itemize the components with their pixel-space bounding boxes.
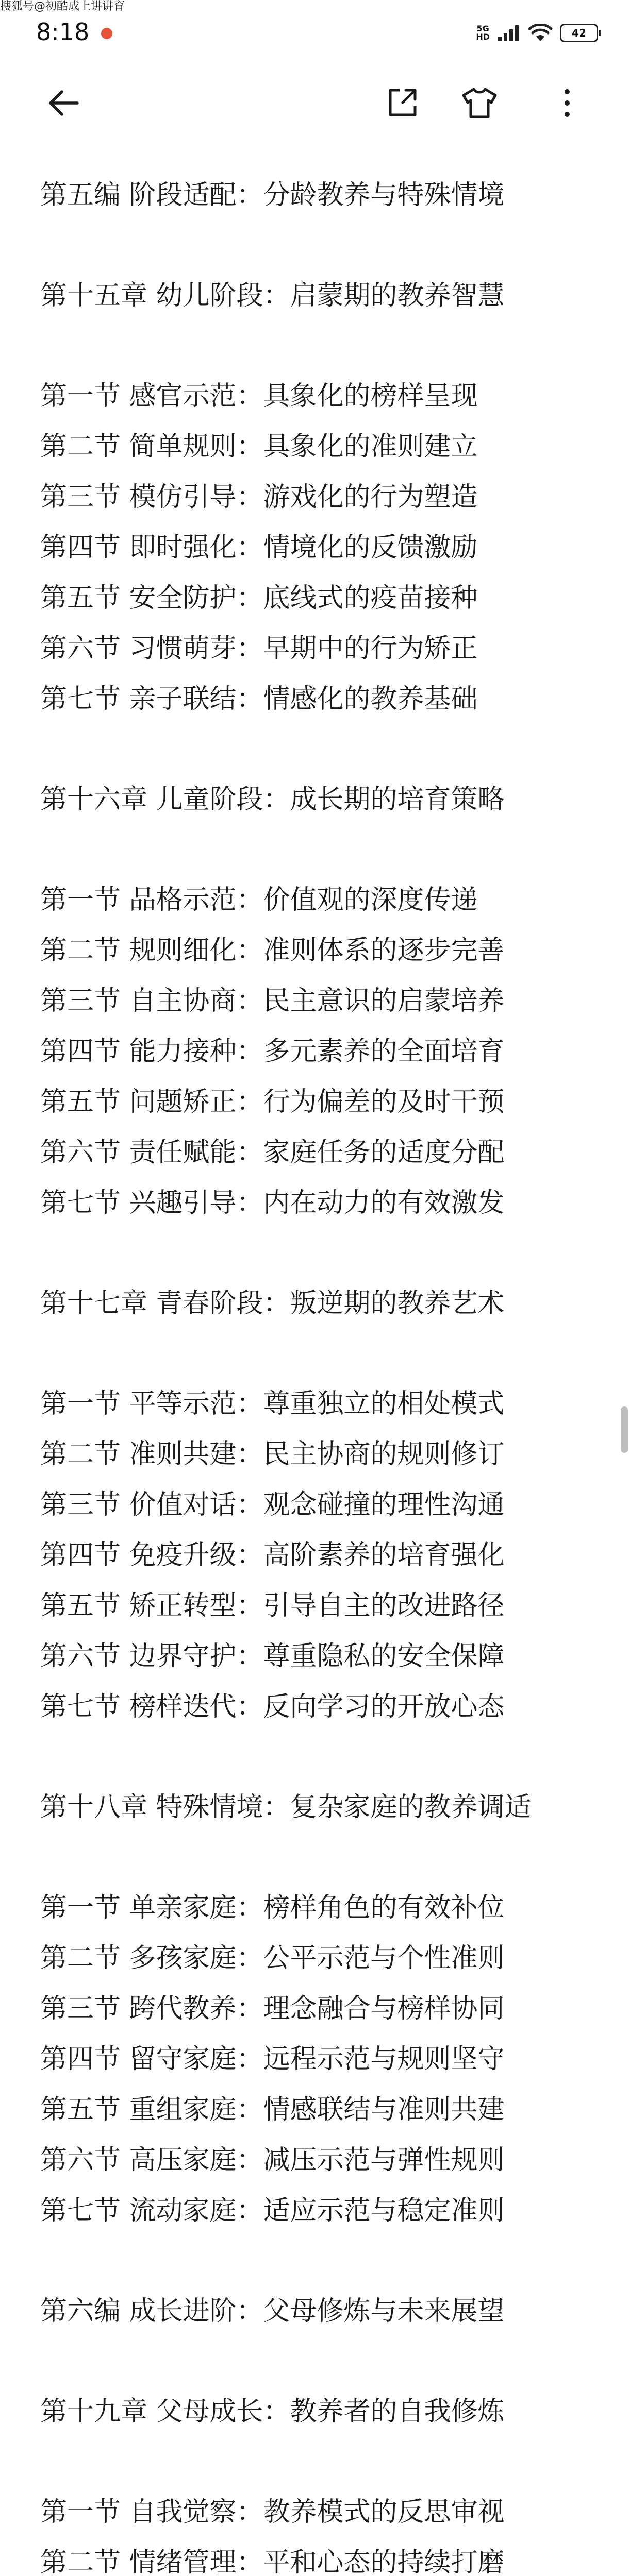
text-line: 第二节 简单规则：具象化的准则建立: [40, 431, 478, 462]
watermark-text: 搜狐号@初酷成上讲讲育: [0, 0, 125, 13]
blank-line: [40, 2336, 597, 2386]
blank-line: [40, 724, 597, 774]
text-line: 第十六章 儿童阶段：成长期的培育策略: [40, 784, 505, 815]
article-content: [40, 170, 597, 2576]
top-toolbar: [0, 62, 629, 144]
text-line: 第七节 兴趣引导：内在动力的有效激发: [40, 1188, 505, 1218]
text-line: 第二节 准则共建：民主协商的规则修订: [40, 1439, 505, 1470]
text-line: 第一节 品格示范：价值观的深度传递: [40, 885, 478, 916]
blank-line: [40, 2437, 597, 2487]
text-line: 第七节 流动家庭：适应示范与稳定准则: [40, 2195, 505, 2226]
text-line: 第五节 问题矫正：行为偏差的及时干预: [40, 1087, 505, 1117]
more-vertical-icon: [562, 87, 572, 120]
text-line: 第六编 成长进阶：父母修炼与未来展望: [40, 2296, 505, 2327]
text-line: 第四节 能力接种：多元素养的全面培育: [40, 1036, 505, 1067]
text-line: 第五节 矫正转型：引导自主的改进路径: [40, 1590, 505, 1621]
text-line: 第五编 阶段适配：分龄教养与特殊情境: [40, 180, 505, 211]
text-line: 第二节 规则细化：准则体系的逐步完善: [40, 935, 505, 966]
text-line: 第十九章 父母成长：教养者的自我修炼: [40, 2396, 505, 2427]
blank-line: [40, 321, 597, 371]
text-line: 第十八章 特殊情境：复杂家庭的教养调适: [40, 1792, 532, 1823]
more-button[interactable]: [541, 77, 593, 129]
text-line: 第五节 安全防护：底线式的疫苗接种: [40, 583, 478, 614]
text-line: 第六节 责任赋能：家庭任务的适度分配: [40, 1137, 505, 1168]
shirt-icon: [460, 85, 499, 121]
text-line: 第六节 高压家庭：减压示范与弹性规则: [40, 2145, 505, 2176]
share-icon: [384, 85, 420, 121]
text-line: 第四节 免疫升级：高阶素养的培育强化: [40, 1540, 505, 1571]
text-line: 第三节 价值对话：观念碰撞的理性沟通: [40, 1489, 505, 1520]
scrollbar-thumb[interactable]: [621, 1406, 628, 1453]
text-line: 第七节 亲子联结：情感化的教养基础: [40, 684, 478, 715]
battery-icon: [560, 24, 598, 42]
text-line: 第一节 自我觉察：教养模式的反思审视: [40, 2497, 505, 2528]
text-line: 第五节 重组家庭：情感联结与准则共建: [40, 2094, 505, 2125]
status-icons: [476, 21, 598, 45]
back-button[interactable]: [38, 77, 90, 129]
blank-line: [40, 2236, 597, 2286]
network-sub: HD: [476, 32, 490, 42]
text-line: 第十五章 幼儿阶段：启蒙期的教养智慧: [40, 280, 505, 311]
text-line: 第三节 自主协商：民主意识的启蒙培养: [40, 986, 505, 1016]
network-badge: [476, 25, 490, 41]
back-arrow-icon: [45, 84, 82, 122]
shirt-button[interactable]: [454, 77, 505, 129]
notification-dot-icon: [101, 28, 112, 39]
text-line: 第三节 跨代教养：理念融合与榜样协同: [40, 1993, 505, 2024]
network-type: 5G: [476, 24, 489, 33]
blank-line: [40, 1732, 597, 1782]
text-line: 第四节 留守家庭：远程示范与规则坚守: [40, 2044, 505, 2075]
text-line: 第三节 模仿引导：游戏化的行为塑造: [40, 482, 478, 513]
signal-icon: [497, 24, 521, 42]
share-button[interactable]: [376, 77, 428, 129]
text-line: 第二节 多孩家庭：公平示范与个性准则: [40, 1943, 505, 1974]
wifi-icon: [528, 24, 553, 42]
text-line: 第一节 感官示范：具象化的榜样呈现: [40, 381, 478, 412]
text-line: 第一节 平等示范：尊重独立的相处模式: [40, 1388, 505, 1419]
status-bar: [0, 13, 629, 50]
text-line: 第一节 单亲家庭：榜样角色的有效补位: [40, 1892, 505, 1923]
text-line: 第十七章 青春阶段：叛逆期的教养艺术: [40, 1288, 505, 1319]
text-line: 第七节 榜样迭代：反向学习的开放心态: [40, 1691, 505, 1722]
blank-line: [40, 1228, 597, 1278]
blank-line: [40, 1329, 597, 1379]
text-line: 第二节 情绪管理：平和心态的持续打磨: [40, 2547, 505, 2576]
status-time: 8:18: [36, 18, 90, 46]
blank-line: [40, 825, 597, 875]
text-line: 第六节 边界守护：尊重隐私的安全保障: [40, 1641, 505, 1672]
blank-line: [40, 1833, 597, 1883]
battery-level: 42: [572, 27, 586, 39]
text-line: 第四节 即时强化：情境化的反馈激励: [40, 532, 478, 563]
text-line: 第六节 习惯萌芽：早期中的行为矫正: [40, 633, 478, 664]
blank-line: [40, 221, 597, 270]
